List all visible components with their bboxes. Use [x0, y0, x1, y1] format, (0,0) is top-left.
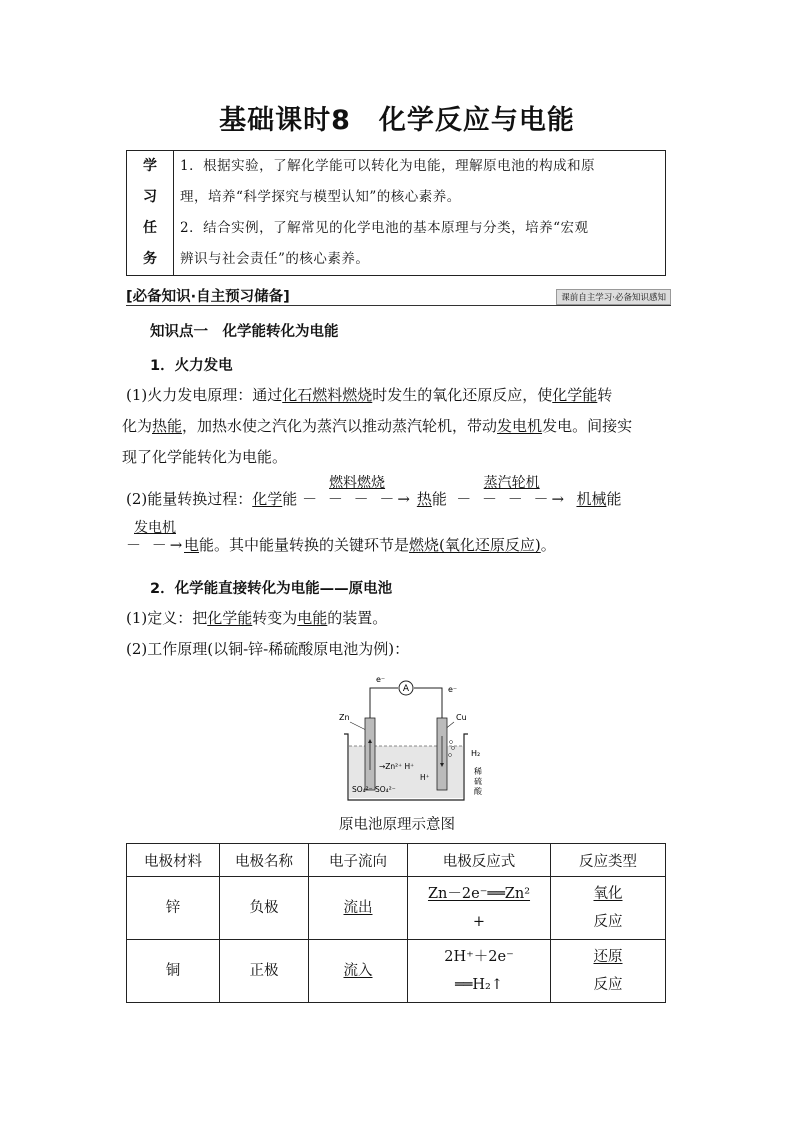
subheading-1: 1．火力发电 — [150, 358, 233, 374]
cu-label: Cu — [456, 713, 467, 722]
table-header-row: 电极材料 电极名称 电子流向 电极反应式 反应类型 — [127, 844, 666, 877]
task-label: 学 习 任 务 — [127, 151, 174, 276]
principle-line: (2)工作原理(以铜-锌-稀硫酸原电池为例)： — [126, 640, 410, 658]
svg-text:A: A — [402, 684, 410, 694]
acid-label-3: 酸 — [474, 787, 482, 796]
section-title: [必备知识·自主预习储备] — [126, 289, 290, 305]
kp-heading: 知识点一 化学能转化为电能 — [150, 324, 339, 340]
page-title: 基础课时8 化学反应与电能 — [219, 105, 575, 136]
h2-label: H₂ — [471, 749, 481, 758]
electrode-table — [126, 843, 666, 1003]
ion-label-1: →Zn²⁺ H⁺ — [379, 762, 415, 771]
zn-label: Zn — [339, 713, 350, 722]
arrow-generator: 发电机 － －→ — [126, 520, 186, 554]
arrow-turbine: 蒸汽轮机 － － － －→ — [456, 475, 568, 508]
learning-task-box — [126, 150, 666, 276]
energy-chain-line1: (2)能量转换过程：化学能 燃料燃烧 － － － －→ 热能 蒸汽轮机 － － － －→ 机械能 — [126, 475, 622, 508]
definition-line: (1)定义：把化学能转变为电能的装置。 — [126, 609, 388, 627]
electron-label-right: e⁻ — [448, 685, 458, 694]
paragraph-1-line1: (1)火力发电原理：通过化石燃料燃烧时发生的氧化还原反应，使化学能转 — [126, 386, 613, 404]
subheading-2: 2．化学能直接转化为电能——原电池 — [150, 581, 393, 597]
paragraph-1-line3: 现了化学能转化为电能。 — [122, 448, 288, 466]
arrow-combustion: 燃料燃烧 － － － －→ — [302, 475, 413, 508]
paragraph-1-line2: 化为热能，加热水使之汽化为蒸汽以推动蒸汽轮机，带动发电机发电。间接实 — [122, 417, 633, 435]
ion-label-2: H⁺ — [420, 773, 430, 782]
section-header — [126, 285, 671, 306]
section-tag: 课前自主学习·必备知识感知 — [556, 289, 671, 305]
acid-label-2: 硫 — [474, 777, 482, 786]
acid-label-1: 稀 — [474, 767, 482, 776]
task-content: 1．根据实验，了解化学能可以转化为电能，理解原电池的构成和原 理，培养“科学探究与模型认知”的核心素养。 2．结合实例，了解常见的化学电池的基本原理与分类，培养“宏观 辨识与社会责任”的核心素养。 — [174, 151, 666, 276]
table-row: 锌 负极 流出 Zn－2e⁻══Zn² + 氧化 反应 — [127, 877, 666, 940]
energy-chain-line2: 发电机 － －→电能。其中能量转换的关键环节是燃烧(氧化还原反应)。 — [126, 520, 556, 554]
diagram-caption: 原电池原理示意图 — [339, 817, 455, 833]
ion-label-3: SO₄²⁻ SO₄²⁻ — [352, 785, 396, 794]
galvanic-cell-diagram — [336, 670, 496, 808]
table-row: 铜 正极 流入 2H⁺＋2e⁻ ══H₂↑ 还原 反应 — [127, 940, 666, 1003]
electron-label-left: e⁻ — [376, 675, 386, 684]
